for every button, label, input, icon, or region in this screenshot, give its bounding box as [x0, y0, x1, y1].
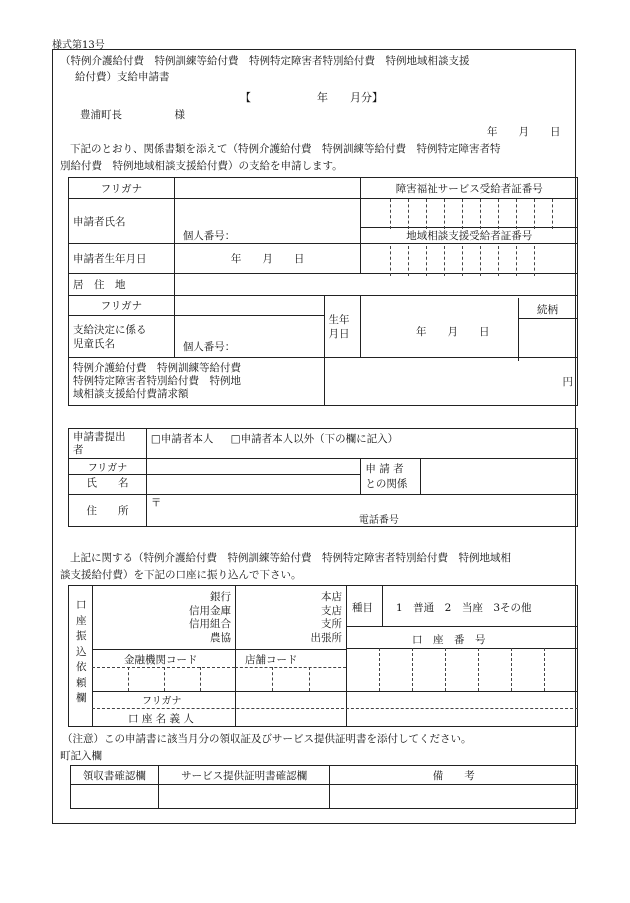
child-furigana-label: フリガナ: [69, 296, 175, 316]
branch-code-label: 店舗コード: [245, 654, 298, 666]
service-check-field[interactable]: [158, 785, 330, 809]
submitter-name-label: 氏 名: [69, 475, 147, 495]
submitter-furigana-label: フリガナ: [69, 459, 147, 475]
submitter-table: [68, 428, 578, 527]
office-section-label: 町記入欄: [60, 750, 102, 762]
cert-number-label: 障害福祉サービス受給者証番号: [361, 178, 578, 199]
cert-number-boxes[interactable]: [361, 199, 578, 228]
phone-label: 電話番号: [358, 515, 399, 526]
account-holder-label: 口 座 名 義 人: [128, 713, 194, 725]
personal-number-label: 個人番号：: [182, 230, 236, 242]
yen-unit: 円: [562, 376, 573, 388]
applicant-name-field[interactable]: [174, 199, 361, 244]
applicant-birth-field[interactable]: 年 月 日: [174, 244, 361, 274]
applicant-table: [68, 177, 578, 406]
relation-label: 続柄: [537, 304, 558, 316]
receipt-check-field[interactable]: [71, 785, 159, 809]
form-title-line1: （特例介護給付費 特例訓練等給付費 特例特定障害者特別給付費 特例地域相談支援: [60, 55, 470, 67]
office-table: [70, 765, 578, 809]
form-title-line2: 給付費）支給申請書: [75, 71, 170, 83]
attachment-note: （注意）この申請書に該当月分の領収証及びサービス提供証明書を添付してください。: [62, 733, 472, 745]
transfer-line1: 上記に関する（特例介護給付費 特例訓練等給付費 特例特定障害者特別給付費 特例地域相: [70, 552, 511, 564]
intro-line1: 下記のとおり、関係書類を添えて（特例介護給付費 特例訓練等給付費 特例特定障害者特: [70, 143, 501, 155]
child-birth-label: 生年 月日: [324, 296, 361, 358]
applicant-furigana-field[interactable]: [174, 178, 361, 199]
submitter-label: 申請書提出 者: [69, 429, 147, 459]
account-type-label: 種目: [352, 602, 373, 614]
addressee: 豊浦町長 様: [80, 109, 185, 121]
account-type-options[interactable]: 1 普通 2 当座 3その他: [396, 602, 532, 614]
form-number: 様式第13号: [52, 40, 105, 51]
service-check-label: サービス提供証明書確認欄: [158, 766, 330, 785]
local-cert-boxes[interactable]: [361, 244, 578, 274]
application-date: 年 月 日: [487, 126, 561, 138]
applicant-furigana-label: フリガナ: [69, 178, 175, 199]
bank-type-options[interactable]: 銀行 信用金庫 信用組合 農協: [189, 591, 231, 644]
relation-to-applicant-field[interactable]: [421, 459, 578, 495]
local-cert-label: 地域相談支援受給者証番号: [361, 228, 578, 244]
claim-label: 特例介護給付費 特例訓練等給付費 特例特定障害者特別給付費 特例地 域相談支援給付費請求額: [69, 358, 325, 406]
submitter-name-field[interactable]: [146, 475, 361, 495]
branch-type-options[interactable]: 本店 支店 支所 出張所: [310, 591, 342, 644]
residence-label: 居 住 地: [69, 274, 175, 296]
institution-code-label: 金融機関コード: [124, 654, 198, 666]
account-number-label: 口 座 番 号: [412, 634, 486, 646]
claim-amount-field[interactable]: [324, 358, 577, 406]
intro-line2: 別給付費 特例地域相談支援給付費）の支給を申請します。: [60, 160, 343, 172]
option-self-checkbox[interactable]: □申請者本人: [150, 433, 214, 445]
receipt-check-label: 領収書確認欄: [71, 766, 159, 785]
child-name-label: 支給決定に係る 児童氏名: [69, 316, 175, 358]
submitter-furigana-field[interactable]: [146, 459, 361, 475]
month-label: 【 年 月分】: [240, 91, 383, 104]
bank-side-label: 口 座 振 込 依 頼 欄: [76, 599, 87, 704]
remarks-field[interactable]: [330, 785, 578, 809]
residence-field[interactable]: [174, 274, 577, 296]
postal-mark: 〒: [150, 497, 162, 509]
child-furigana-field[interactable]: [174, 296, 324, 316]
child-birth-field[interactable]: 年 月 日: [416, 326, 490, 338]
holder-furigana-label: フリガナ: [142, 696, 182, 707]
submitter-address-label: 住 所: [69, 495, 147, 527]
submitter-options: [146, 429, 577, 459]
relation-to-applicant-label: 申 請 者 との関係: [361, 459, 421, 495]
submitter-address-field[interactable]: [146, 495, 577, 527]
applicant-birth-label: 申請者生年月日: [69, 244, 175, 274]
remarks-label: 備 考: [330, 766, 578, 785]
applicant-name-label: 申請者氏名: [69, 199, 175, 244]
option-other-checkbox[interactable]: □申請者本人以外（下の欄に記入）: [230, 433, 399, 445]
child-name-field[interactable]: [174, 316, 324, 358]
transfer-line2: 談支援給付費）を下記の口座に振り込んで下さい。: [60, 569, 302, 581]
child-personal-number-label: 個人番号：: [182, 341, 236, 353]
